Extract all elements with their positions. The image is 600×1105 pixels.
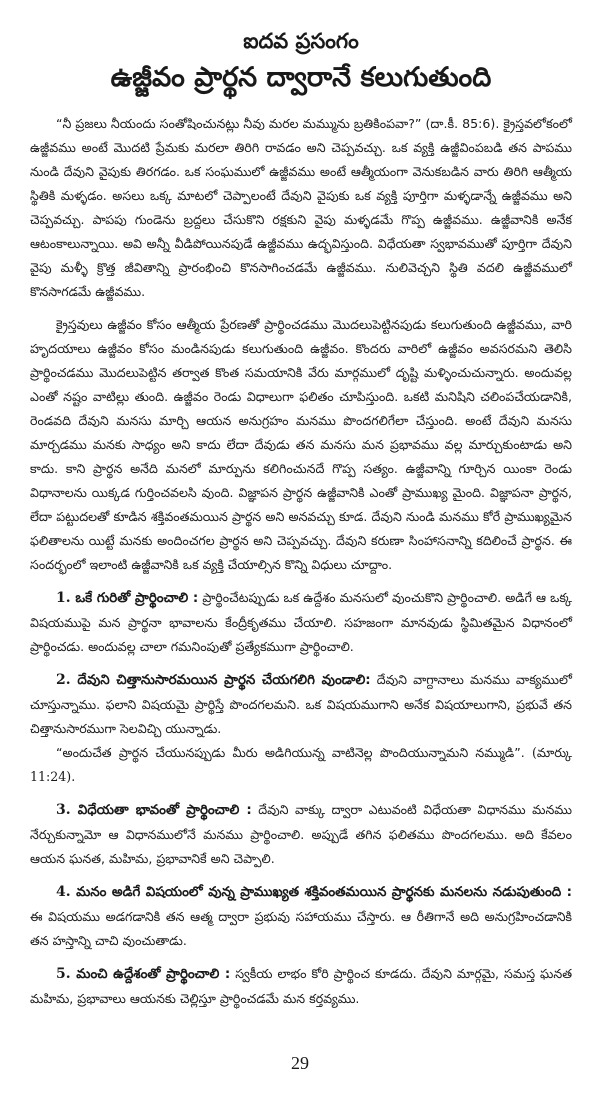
point-heading-text: ఒకే గురితో ప్రార్థించాలి : [75,591,199,606]
point-text: దేవుని వాగ్దానాలు మనము వాక్యములో చూస్తున్నాము. ఫలాని విషయమై ప్రార్థిస్తే పొందగలమని. ఒక విషయముగాని అనేక విషయాలుగాని, ప్రభువే తన చిత్తానుసారముగా సెలవిచ్చి యున్నాడు. [30,672,572,736]
point-heading [56,885,572,900]
page-title: ఉజ్జీవం ప్రార్థన ద్వారానే కలుగుతుంది [110,62,492,93]
point-heading [56,673,371,688]
point-text: ఈ విషయము అడగడానికి తన ఆత్మ ద్వారా ప్రభువు సహాయము చేస్తారు. ఆ రీతిగానే అది అనుగ్రహించడానికి తన హస్తాన్ని చాచి వుంచుతాడు. [30,909,572,948]
point-number: 1. [56,590,71,606]
document-page [30,0,572,1011]
point-heading [56,803,252,818]
paragraph-body: క్రైస్తవులు ఉజ్జీవం కోసం ఆత్మీయ ప్రేరణతో ప్రార్థించడము మొదలుపెట్టినపుడు కలుగుతుంది ఉజ్జీవము, వారి హృదయాలు ఉజ్జీవం కోసం మండినపుడు కలుగుతుంది ఉజ్జీవం. కొందరు వారిలో ఉజ్జీవం అవసరమని తెలిసి ప్రార్థించడము మొదలుపెట్టిన తర్వాత కొంత సమయానికి వేరు మార్గములో దృష్టి మళ్ళించుచున్నారు. అందువల్ల ఎంతో నష్టం వాటిల్లు తుంది. ఉజ్జీవం రెండు విధాలుగా ఫలితం చూపిస్తుంది. ఒకటి మనిషిని చలింపచేయడానికి, రెండవది దేవుని మనసు మార్చి ఆయన అనుగ్రహం మనము పొందగలిగేలా చేస్తుంది. అంటే దేవుని మనసు మార్చడము మనకు సాధ్యం అని కాదు లేదా దేవుడు తన మనసు మన ప్రభావము వల్ల మార్చుకుంటాడు అని కాదు. కాని ప్రార్థన అనేది మనలో మార్పును కలిగించునదే గొప్ప సత్యం. ఉజ్జీవాన్ని గూర్చిన యింకా రెండు విధానాలను యిక్కడ గుర్తించవలసి వుంది. విజ్ఞాపన ప్రార్థన ఉజ్జీవానికి ఎంతో ప్రాముఖ్య మైంది. విజ్ఞాపనా ప్రార్థన, లేదా పట్టుదలతో కూడిన శక్తివంతమయిన ప్రార్థన అని అనవచ్చు కూడ. దేవుని నుండి మనము కోరే ప్రాముఖ్యమైన ఫలితాలను యిట్టే మనకు అందించగల ప్రార్థన అని చెప్పవచ్చు. దేవుని కరుణా సింహాసనాన్ని కదిలించే ప్రార్థన. ఈ సందర్భంలో ఇలాంటి ఉజ్జీవానికి ఒక వ్యక్తి చేయాల్సిన కొన్ని విధులు చూద్దాం. [30,317,572,572]
point-heading [56,591,198,606]
page-number: 29 [291,1053,309,1073]
point-text: స్వకీయ లాభం కోరి ప్రార్థించ కూడదు. దేవుని మార్గమై, సమస్త ఘనత మహిమ, ప్రభావాలు ఆయనకు చెల్లిస్తూ ప్రార్థించడమే మన కర్తవ్యము. [30,966,572,1006]
point-3 [30,798,572,871]
point-2 [30,668,572,741]
point-number: 5. [56,966,71,982]
point-4 [30,880,572,953]
quote-reference: (మార్కు 11:24). [30,745,572,784]
point-text: ప్రార్థించేటప్పుడు ఒక ఉద్దేశం మనసులో వుంచుకొని ప్రార్థించాలి. అడిగే ఆ ఒక్క విషయముపై మన ప్రార్థనా భావాలను కేంద్రీకృతము చేయాలి. సహజంగా మానవుడు స్థిమితమైన విధానంలో ప్రార్థించడు. అందువల్ల చాలా గమనింపుతో ప్రత్యేకముగా ప్రార్థించాలి. [30,590,572,654]
point-number: 3. [56,802,71,818]
scripture-quote [30,741,572,789]
point-heading [56,967,230,982]
point-heading-text: మనం అడిగే విషయంలో వున్న ప్రాముఖ్యత శక్తివంతమయిన ప్రార్థనకు మనలను నడుపుతుంది : [76,885,572,900]
point-number: 4. [56,884,71,900]
point-text: దేవుని వాక్కు ద్వారా ఎటువంటి విధేయతా విధానము మనము నేర్చుకున్నామో ఆ విధానములోనే మనము ప్రార్థించాలి. అప్పుడే తగిన ఫలితము పొందగలము. అది కేవలం ఆయన ఘనత, మహిమ, ప్రభావానికే అని చెప్పాలి. [30,802,572,866]
point-1 [30,586,572,659]
point-5 [30,962,572,1011]
point-heading-text: మంచి ఉద్దేశంతో ప్రార్థించాలి : [76,967,231,982]
point-heading-text: దేవుని చిత్తానుసారమయిన ప్రార్థన చేయగలిగి వుండాలి: [77,673,371,688]
quote-text: “అందుచేత ప్రార్థన చేయునప్పుడు మీరు అడిగియున్న వాటినెల్ల పొందియున్నామని నమ్ముడి”. [56,745,525,760]
point-heading-text: విధేయతా భావంతో ప్రార్థించాలి : [77,803,252,818]
chapter-heading: ఐదవ ప్రసంగం [243,29,359,53]
paragraph-intro: “నీ ప్రజలు నీయందు సంతోషించునట్లు నీవు మరల మమ్మును బ్రతికింపవా?” (దా.కీ. 85:6). క్రైస్తవలోకంలో ఉజ్జీవము అంటే మొదటి ప్రేమకు మరలా తిరిగి రావడం అని చెప్పవచ్చు. ఒక వ్యక్తి ఉజ్జీవింపబడి తన పాపము నుండి దేవుని వైపుకు తిరగడం. ఒక సంఘములో ఉజ్జీవము అంటే ఆత్మీయంగా వెనుకబడిన వారు తిరిగి ఆత్మీయ స్థితికి మళ్ళడం. అసలు ఒక్క మాటలో చెప్పాలంటే దేవుని వైపుకు ఒక వ్యక్తి పూర్తిగా మళ్ళడాన్నే ఉజ్జీవము అని చెప్పవచ్చు. పాపపు గుండెను బ్రద్దలు చేసుకొని రక్షకుని వైపు మళ్ళడమే గొప్ప ఉజ్జీవము. ఉజ్జీవానికి అనేక ఆటంకాలున్నాయి. అవి అన్నీ వీడిపోయినపుడే ఉజ్జీవము ఉద్భవిస్తుంది. విధేయతా స్వభావముతో పూర్తిగా దేవుని వైపు మళ్ళీ క్రొత్త జీవితాన్ని ప్రారంభించి కొనసాగించడమే ఉజ్జీవము. నులివెచ్చని స్థితి వదలి ఉజ్జీవములో కొనసాగడమే ఉజ్జీవము. [30,116,572,299]
point-number: 2. [56,672,71,688]
